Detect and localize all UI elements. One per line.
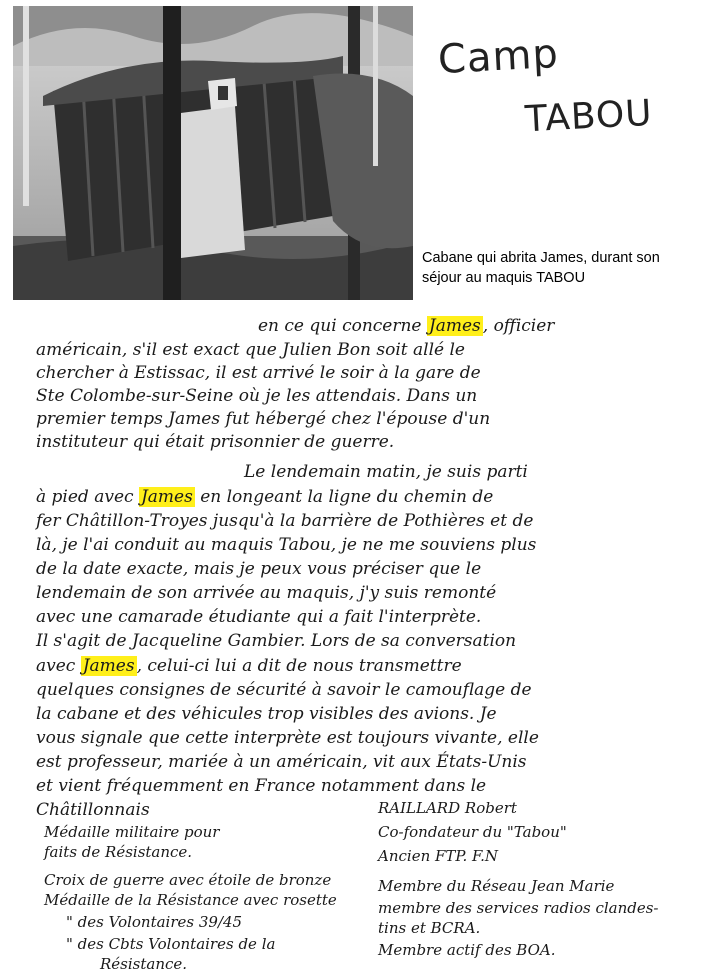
letter-line: chercher à Estissac, il est arrivé le soir à la gare de <box>36 363 481 383</box>
caption-line-2: séjour au maquis TABOU <box>422 270 586 286</box>
cabin-photo-drawing <box>13 6 413 300</box>
photo-caption <box>422 248 706 288</box>
letter-line: lendemain de son arrivée au maquis, j'y suis remonté <box>36 583 497 603</box>
highlight-james: James <box>140 487 193 507</box>
signature-name: RAILLARD Robert <box>378 799 517 817</box>
signature-line: Membre du Réseau Jean Marie <box>378 877 615 895</box>
letter-line: Le lendemain matin, je suis parti <box>244 462 528 482</box>
decoration-line: " des Volontaires 39/45 <box>66 913 243 931</box>
decoration-line: " des Cbts Volontaires de la <box>66 935 276 953</box>
letter-line: premier temps James fut hébergé chez l'épouse d'un <box>36 409 491 429</box>
decoration-line: Croix de guerre avec étoile de bronze <box>44 871 332 889</box>
letter-line: instituteur qui était prisonnier de guerre. <box>36 432 395 452</box>
signature-line: Co-fondateur du "Tabou" <box>378 823 567 841</box>
signature-line: Membre actif des BOA. <box>378 941 556 959</box>
title-camp: Camp <box>436 30 560 84</box>
signature-line: tins et BCRA. <box>378 919 481 937</box>
highlight-james: James <box>428 316 481 336</box>
letter-line: à pied avec James en longeant la ligne du chemin de <box>36 487 494 507</box>
decoration-line: Médaille de la Résistance avec rosette <box>44 891 337 909</box>
decoration-line: faits de Résistance. <box>44 843 193 861</box>
letter-line: quelques consignes de sécurité à savoir le camouflage de <box>36 680 532 700</box>
letter-line: et vient fréquemment en France notamment dans le <box>36 776 487 796</box>
letter-line: vous signale que cette interprète est toujours vivante, elle <box>36 728 539 748</box>
letter-line: américain, s'il est exact que Julien Bon soit allé le <box>36 340 465 360</box>
letter-line: avec James , celui-ci lui a dit de nous transmettre <box>36 656 462 676</box>
letter-line: avec une camarade étudiante qui a fait l'interprète. <box>36 607 482 627</box>
cabin-photo <box>13 6 413 300</box>
signature-line: Ancien FTP. F.N <box>378 847 498 865</box>
letter-line: Ste Colombe-sur-Seine où je les attendais. Dans un <box>36 386 478 406</box>
caption-line-1: Cabane qui abrita James, durant son <box>422 250 660 266</box>
signature-line: membre des services radios clandes- <box>378 899 659 917</box>
title-tabou: TABOU <box>524 92 654 141</box>
letter-line: Châtillonnais <box>36 800 150 820</box>
letter-line: la cabane et des véhicules trop visibles des avions. Je <box>36 704 497 724</box>
decoration-line: Médaille militaire pour <box>44 823 220 841</box>
letter-line: fer Châtillon-Troyes jusqu'à la barrière de Pothières et de <box>36 511 534 531</box>
letter-line: de la date exacte, mais je peux vous préciser que le <box>36 559 482 579</box>
letter-line: est professeur, mariée à un américain, vit aux États-Unis <box>36 752 527 772</box>
letter-line: en ce qui concerne James , officier <box>258 316 555 336</box>
letter-line: Il s'agit de Jacqueline Gambier. Lors de sa conversation <box>36 631 517 651</box>
letter-line: là, je l'ai conduit au maquis Tabou, je ne me souviens plus <box>36 535 537 555</box>
highlight-james: James <box>82 656 135 676</box>
decoration-line: Résistance. <box>100 955 188 973</box>
